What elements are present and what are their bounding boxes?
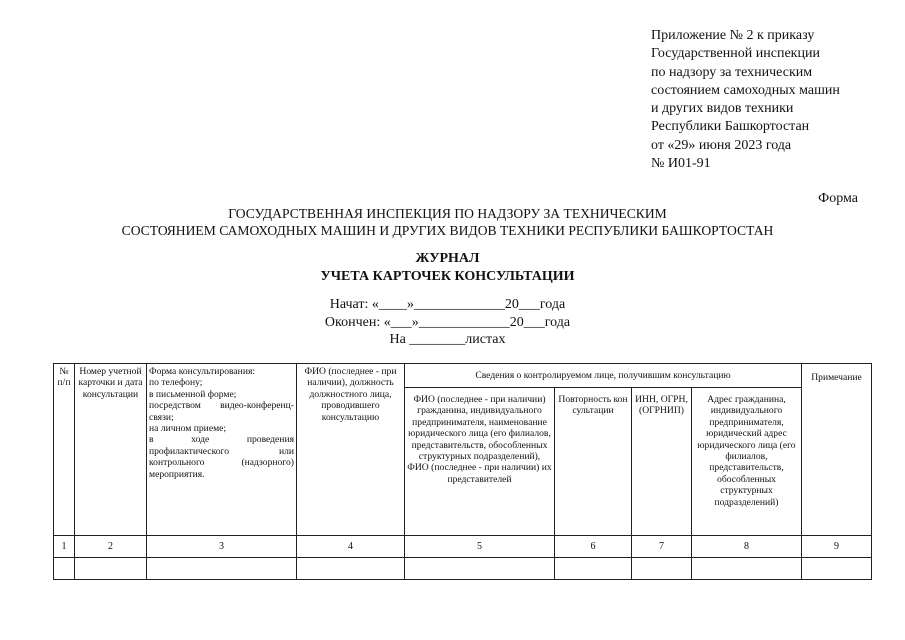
header-form: Форма консультирования: по телефону; в письменной форме; посредством видео-конференц-связи; на личном приеме; в ходе проведения профилактического или контрольного (надзорного) мероприятия. <box>147 364 297 536</box>
header-num: № п/п <box>54 364 75 536</box>
empty-cell <box>75 558 147 580</box>
empty-cell <box>555 558 632 580</box>
header-address: Адрес гражданина, индивидуального предпринимателя, юридический адрес юридического лица (его филиалов, представительств, обособленных структурных подразделений) <box>692 388 802 536</box>
consultation-log-table <box>53 363 872 580</box>
sheets-line: На ________листах <box>389 332 506 347</box>
empty-cell <box>632 558 692 580</box>
appendix-line: от «29» июня 2023 года <box>651 137 792 153</box>
appendix-line: № И01-91 <box>651 156 711 172</box>
agency-line-2: СОСТОЯНИЕМ САМОХОДНЫХ МАШИН И ДРУГИХ ВИДОВ ТЕХНИКИ РЕСПУБЛИКИ БАШКОРТОСТАН <box>121 223 774 238</box>
column-number: 1 <box>54 536 75 558</box>
header-person: ФИО (последнее - при наличии) гражданина, индивидуального предпринимателя, наименование юридического лица (его филиалов, представительств, обособленных структурных подразделений), ФИО (последнее - при наличии) их представителей <box>405 388 555 536</box>
appendix-line: состоянием самоходных машин <box>651 82 840 98</box>
empty-entry-row <box>54 558 872 580</box>
form-label: Форма <box>818 191 858 206</box>
column-number: 2 <box>75 536 147 558</box>
ended-line: Окончен: «___»_____________20___года <box>324 314 571 330</box>
journal-title: ЖУРНАЛ <box>415 251 480 266</box>
column-number: 6 <box>555 536 632 558</box>
header-card: Номер учетной карточки и дата консультации <box>75 364 147 536</box>
appendix-line: Республики Башкортостан <box>651 119 810 135</box>
empty-cell <box>802 558 872 580</box>
column-number-row <box>54 536 872 558</box>
header-person-group: Сведения о контролируемом лице, получившим консультацию <box>405 364 802 388</box>
journal-subtitle: УЧЕТА КАРТОЧЕК КОНСУЛЬТАЦИИ <box>320 268 575 284</box>
agency-name <box>0 205 895 239</box>
appendix-line: Приложение № 2 к приказу <box>651 28 815 43</box>
appendix-line: по надзору за техническим <box>651 64 813 80</box>
header-inn: ИНН, ОГРН, (ОГРНИП) <box>632 388 692 536</box>
appendix-block <box>651 27 840 173</box>
agency-line-1: ГОСУДАРСТВЕННАЯ ИНСПЕКЦИЯ ПО НАДЗОРУ ЗА ТЕХНИЧЕСКИМ <box>228 206 667 221</box>
empty-cell <box>297 558 405 580</box>
started-line: Начат: «____»_____________20___года <box>329 297 566 312</box>
empty-cell <box>405 558 555 580</box>
empty-cell <box>147 558 297 580</box>
column-number: 4 <box>297 536 405 558</box>
column-number: 8 <box>692 536 802 558</box>
column-number: 3 <box>147 536 297 558</box>
journal-heading <box>0 250 895 285</box>
column-number: 5 <box>405 536 555 558</box>
column-number: 7 <box>632 536 692 558</box>
header-official: ФИО (последнее - при наличии), должность должностного лица, проводившего консультацию <box>297 364 405 536</box>
journal-dates <box>0 296 895 349</box>
empty-cell <box>692 558 802 580</box>
header-row-top <box>54 364 872 388</box>
header-repeat: Повторность консультации <box>555 388 632 536</box>
appendix-line: Государственной инспекции <box>651 46 820 62</box>
header-note: Примечание <box>802 364 872 536</box>
column-number: 9 <box>802 536 872 558</box>
appendix-line: и других видов техники <box>651 101 794 117</box>
empty-cell <box>54 558 75 580</box>
